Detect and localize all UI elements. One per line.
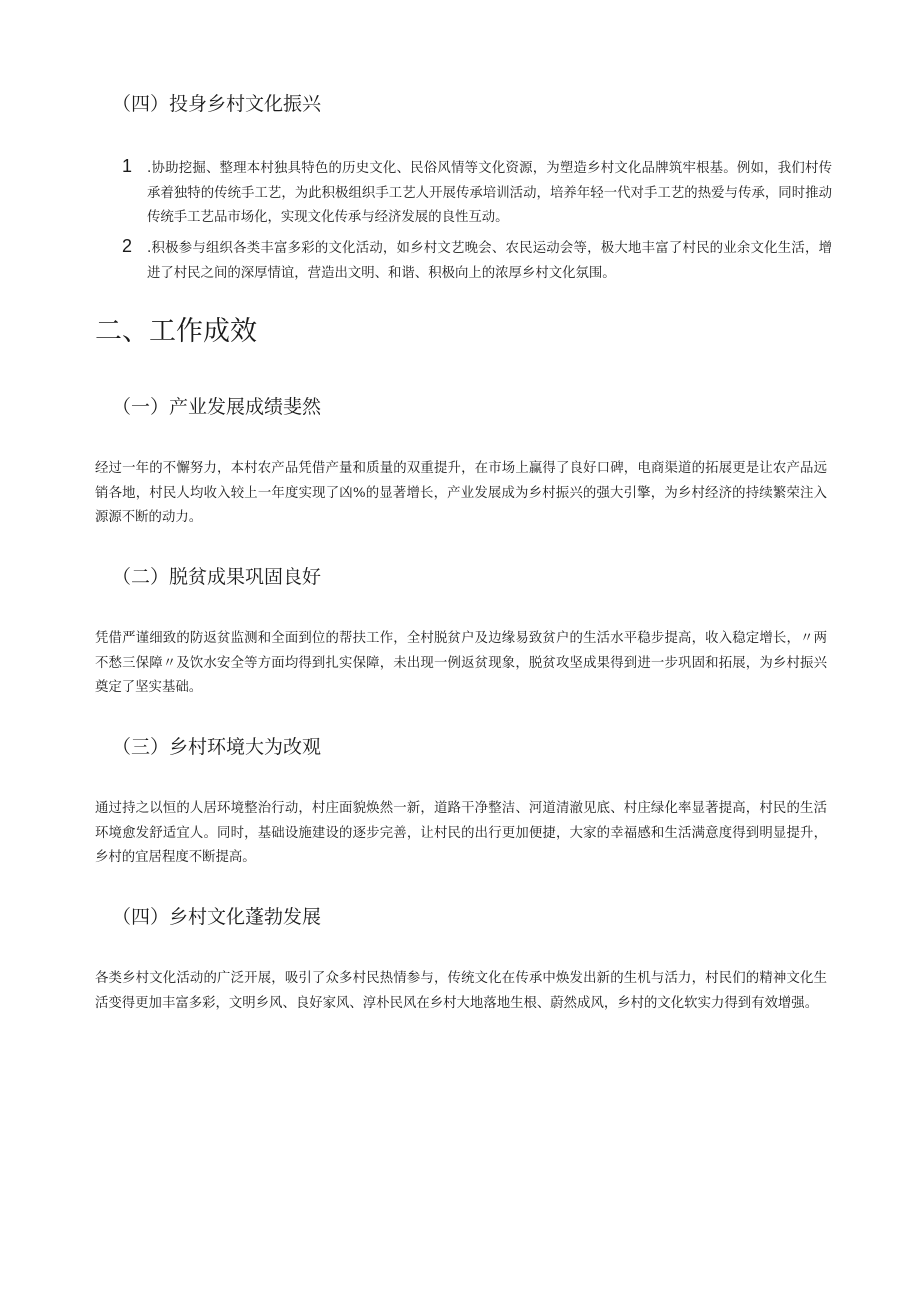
list-item (122, 157, 832, 231)
section-heading-culture: （四）乡村文化蓬勃发展 (112, 906, 322, 928)
paragraph-industry: 经过一年的不懈努力，本村农产品凭借产量和质量的双重提升，在市场上赢得了良好口碑，电商渠道的拓展更是让农产品远销各地，村民人均收入较上一年度实现了凶%的显著增长，产业发展成为乡村振兴的强大引擎，为乡村经济的持续繁荣注入源源不断的动力。 (95, 461, 827, 525)
section-heading-poverty: （二）脱贫成果巩固良好 (112, 566, 322, 588)
paragraph-culture: 各类乡村文化活动的广泛开展，吸引了众多村民热情参与，传统文化在传承中焕发出新的生机与活力，村民们的精神文化生活变得更加丰富多彩，文明乡风、良好家风、淳朴民风在乡村大地落地生根、蔚然成风，乡村的文化软实力得到有效增强。 (95, 971, 827, 1011)
chapter-heading-results: 二、工作成效 (95, 316, 257, 347)
section-heading-culture-revival: （四）投身乡村文化振兴 (112, 93, 322, 115)
section-heading-industry: （一）产业发展成绩斐然 (112, 396, 322, 418)
section-heading-environment: （三）乡村环境大为改观 (112, 736, 322, 758)
paragraph-environment: 通过持之以恒的人居环境整治行动，村庄面貌焕然一新，道路干净整洁、河道清澈见底、村庄绿化率显著提高，村民的生活环境愈发舒适宜人。同时，基础设施建设的逐步完善，让村民的出行更加便捷，大家的幸福感和生活满意度得到明显提升，乡村的宜居程度不断提高。 (95, 801, 827, 865)
list-text: .积极参与组织各类丰富多彩的文化活动，如乡村文艺晚会、农民运动会等，极大地丰富了村民的业余文化生活，增进了村民之间的深厚情谊，营造出文明、和谐、积极向上的浓厚乡村文化氛围。 (147, 241, 832, 281)
list-text: .协助挖掘、整理本村独具特色的历史文化、民俗风情等文化资源，为塑造乡村文化品牌筑牢根基。例如，我们村传承着独特的传统手工艺，为此积极组织手工艺人开展传承培训活动，培养年轻一代对手工艺的热爱与传承，同时推动传统手工艺品市场化，实现文化传承与经济发展的良性互动。 (147, 161, 832, 225)
list-item (122, 237, 832, 286)
list-number: 1 (122, 156, 133, 176)
paragraph-poverty: 凭借严谨细致的防返贫监测和全面到位的帮扶工作，全村脱贫户及边缘易致贫户的生活水平稳步提高，收入稳定增长，〃两不愁三保障〃及饮水安全等方面均得到扎实保障，未出现一例返贫现象，脱贫攻坚成果得到进一步巩固和拓展，为乡村振兴奠定了坚实基础。 (95, 631, 827, 695)
list-number: 2 (122, 236, 133, 256)
